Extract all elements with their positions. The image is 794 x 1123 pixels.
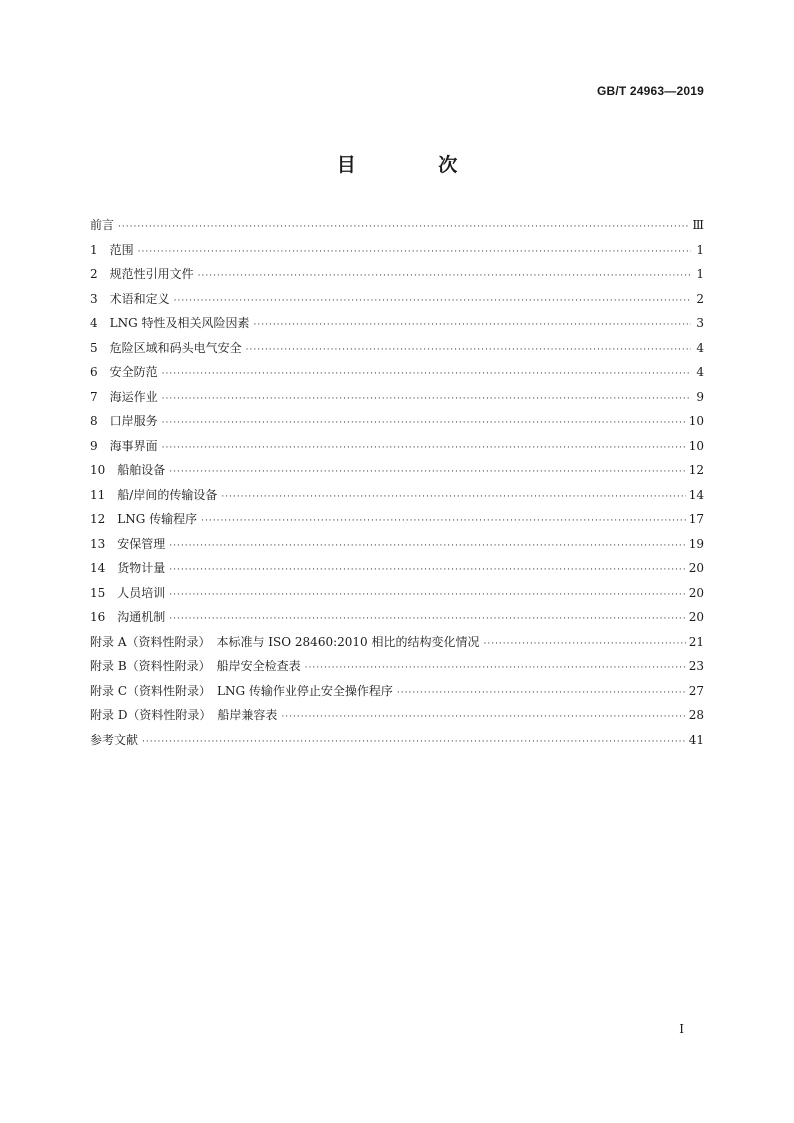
dot-leader: [118, 222, 689, 232]
toc-entry-label: 附录 A（资料性附录） 本标准与 ISO 28460:2010 相比的结构变化情况: [90, 634, 480, 649]
toc-entry-5[interactable]: [90, 339, 704, 364]
toc-entry-page: 20: [688, 610, 704, 624]
toc-entry-page: 21: [688, 634, 704, 649]
dot-leader: [483, 639, 685, 649]
toc-entry-15[interactable]: [90, 584, 704, 609]
toc-entry-11[interactable]: [90, 486, 704, 511]
toc-entry-label: 前言: [90, 218, 115, 232]
dot-leader: [169, 541, 685, 551]
toc-entry-1[interactable]: [90, 241, 704, 266]
toc-entry-page: 28: [688, 708, 704, 722]
toc-entry-page: 10: [688, 414, 704, 428]
toc-entry-page: 23: [688, 659, 704, 673]
dot-leader: [201, 516, 686, 526]
toc-entry-7[interactable]: [90, 388, 704, 413]
toc-entry-label: 附录 B（资料性附录） 船岸安全检查表: [90, 659, 301, 673]
toc-entry-label: 11 船/岸间的传输设备: [90, 487, 218, 502]
toc-entry-label: 附录 C（资料性附录） LNG 传输作业停止安全操作程序: [90, 683, 393, 698]
toc-entry-appendix-a[interactable]: [90, 633, 704, 658]
toc-entry-label: 1 范围: [90, 242, 134, 257]
toc-entry-label: 15 人员培训: [90, 585, 166, 600]
toc-entry-page: 1: [696, 267, 704, 281]
toc-entry-page: 20: [688, 561, 704, 575]
standard-code: GB/T 24963—2019: [596, 84, 704, 98]
toc-entry-page: 3: [696, 316, 704, 330]
toc-entry-6[interactable]: [90, 363, 704, 388]
toc-entry-label: 7 海运作业: [90, 389, 158, 404]
page-number: I: [679, 1022, 684, 1036]
toc-entry-label: 12 LNG 传输程序: [90, 512, 198, 526]
dot-leader: [138, 247, 691, 257]
toc-entry-label: 2 规范性引用文件: [90, 267, 194, 281]
dot-leader: [281, 712, 685, 722]
page-title: 目 次: [336, 154, 496, 176]
toc-entry-page: 4: [696, 365, 704, 379]
dot-leader: [174, 296, 691, 306]
toc-entry-16[interactable]: [90, 608, 704, 633]
dot-leader: [305, 663, 686, 673]
toc-entry-label: 9 海事界面: [90, 438, 158, 453]
toc-entry-page: Ⅲ: [692, 218, 704, 232]
toc-entry-2[interactable]: [90, 265, 704, 290]
toc-entry-appendix-c[interactable]: [90, 682, 704, 707]
dot-leader: [142, 737, 686, 747]
toc-entry-8[interactable]: [90, 412, 704, 437]
table-of-contents: [90, 216, 704, 755]
toc-entry-label: 16 沟通机制: [90, 610, 166, 624]
toc-entry-9[interactable]: [90, 437, 704, 462]
toc-entry-page: 19: [688, 536, 704, 551]
toc-entry-page: 4: [696, 340, 704, 355]
dot-leader: [169, 467, 685, 477]
toc-entry-label: 附录 D（资料性附录） 船岸兼容表: [90, 708, 278, 722]
dot-leader: [162, 418, 686, 428]
toc-entry-14[interactable]: [90, 559, 704, 584]
toc-entry-label: 参考文献: [90, 732, 139, 747]
toc-entry-page: 27: [688, 683, 704, 698]
dot-leader: [169, 565, 685, 575]
toc-entry-foreword[interactable]: [90, 216, 704, 241]
toc-entry-label: 10 船舶设备: [90, 463, 166, 477]
toc-entry-label: 6 安全防范: [90, 365, 158, 379]
toc-entry-label: 14 货物计量: [90, 561, 166, 575]
toc-entry-label: 3 术语和定义: [90, 291, 170, 306]
toc-entry-page: 9: [696, 389, 704, 404]
dot-leader: [221, 492, 685, 502]
toc-entry-page: 20: [688, 585, 704, 600]
toc-entry-12[interactable]: [90, 510, 704, 535]
toc-entry-page: 1: [696, 242, 704, 257]
dot-leader: [162, 394, 691, 404]
toc-entry-page: 41: [688, 732, 704, 747]
toc-entry-page: 10: [688, 438, 704, 453]
dot-leader: [397, 688, 686, 698]
toc-entry-appendix-b[interactable]: [90, 657, 704, 682]
toc-entry-page: 2: [696, 291, 704, 306]
toc-entry-appendix-d[interactable]: [90, 706, 704, 731]
toc-entry-page: 14: [688, 487, 704, 502]
toc-entry-4[interactable]: [90, 314, 704, 339]
dot-leader: [169, 614, 685, 624]
dot-leader: [169, 590, 685, 600]
toc-entry-label: 5 危险区域和码头电气安全: [90, 340, 242, 355]
dot-leader: [246, 345, 691, 355]
dot-leader: [162, 369, 691, 379]
toc-entry-label: 13 安保管理: [90, 536, 166, 551]
toc-entry-label: 4 LNG 特性及相关风险因素: [90, 316, 250, 330]
toc-entry-10[interactable]: [90, 461, 704, 486]
toc-entry-13[interactable]: [90, 535, 704, 560]
toc-entry-page: 12: [688, 463, 704, 477]
toc-entry-label: 8 口岸服务: [90, 414, 158, 428]
toc-entry-3[interactable]: [90, 290, 704, 315]
toc-entry-bibliography[interactable]: [90, 731, 704, 756]
dot-leader: [198, 271, 691, 281]
dot-leader: [162, 443, 686, 453]
toc-entry-page: 17: [688, 512, 704, 526]
dot-leader: [254, 320, 691, 330]
